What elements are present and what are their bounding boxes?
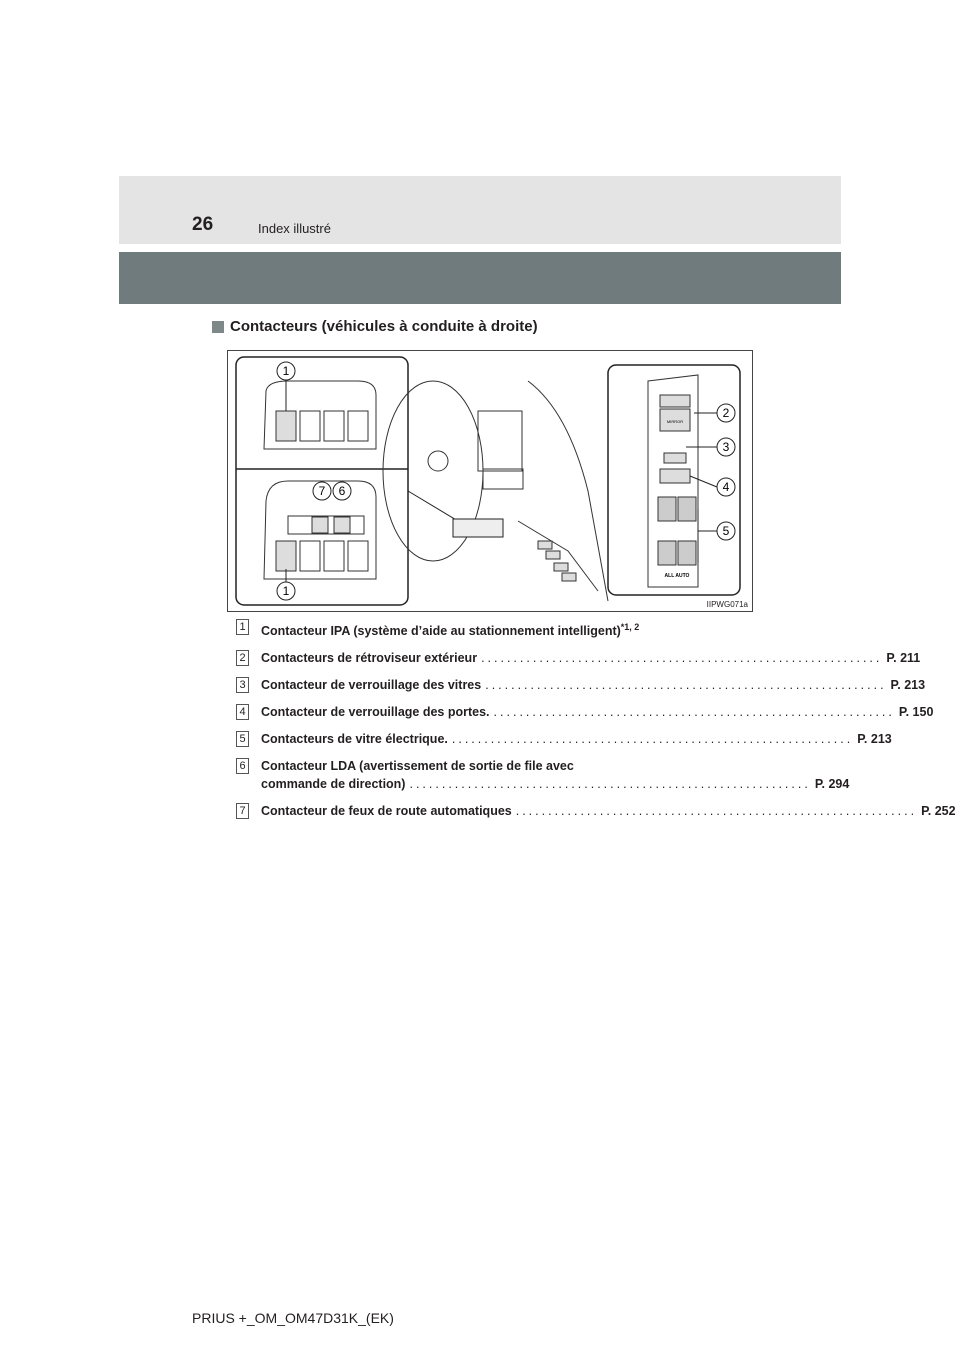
list-item bbox=[236, 618, 724, 640]
item-label-line1: Contacteur LDA (avertissement de sortie de file avec bbox=[261, 759, 574, 774]
page-ref[interactable]: P. 252 bbox=[921, 804, 956, 819]
figure-code: IIPWG071a bbox=[706, 600, 748, 609]
footnote-ref: *1, 2 bbox=[620, 622, 640, 632]
item-label: commande de direction) bbox=[261, 777, 406, 792]
item-number: 1 bbox=[236, 619, 249, 635]
item-label: Contacteurs de vitre électrique. bbox=[261, 732, 448, 747]
item-label: Contacteur de verrouillage des portes. bbox=[261, 705, 490, 720]
list-item: 7 Contacteur de feux de route automatiques .............................................................. P. 252 bbox=[236, 802, 724, 820]
section-title: Index illustré bbox=[258, 221, 331, 236]
item-label: Contacteur de verrouillage des vitres bbox=[261, 678, 482, 693]
item-number: 2 bbox=[236, 650, 249, 666]
sub-heading-text: Contacteurs (véhicules à conduite à droite) bbox=[230, 318, 538, 335]
dashboard-drawing bbox=[228, 351, 752, 611]
bullet-square-icon bbox=[212, 321, 224, 333]
list-item: 4 Contacteur de verrouillage des portes. .............................................................. P. 150 bbox=[236, 703, 724, 721]
callout-5: 5 bbox=[722, 524, 730, 538]
all-auto-label: ALL AUTO bbox=[664, 573, 690, 579]
item-label: Contacteurs de rétroviseur extérieur bbox=[261, 651, 478, 666]
callout-1-bottom: 1 bbox=[282, 584, 290, 598]
list-item: 5 Contacteurs de vitre électrique. .............................................................. P. 213 bbox=[236, 730, 724, 748]
list-item: 2 Contacteurs de rétroviseur extérieur .............................................................. P. 211 bbox=[236, 649, 724, 667]
page-ref[interactable]: P. 294 bbox=[814, 777, 850, 792]
title-band bbox=[119, 252, 841, 304]
callout-6: 6 bbox=[338, 484, 346, 498]
page-ref[interactable]: P. 213 bbox=[857, 732, 892, 747]
list-item: 3 Contacteur de verrouillage des vitres .............................................................. P. 213 bbox=[236, 676, 724, 694]
header-band bbox=[119, 176, 841, 244]
callout-3: 3 bbox=[722, 440, 730, 454]
item-label: Contacteur de feux de route automatiques bbox=[261, 804, 512, 819]
item-number: 5 bbox=[236, 731, 249, 747]
page-ref[interactable]: P. 150 bbox=[898, 705, 934, 720]
item-number: 4 bbox=[236, 704, 249, 720]
callout-7: 7 bbox=[318, 484, 326, 498]
switches-illustration bbox=[227, 350, 753, 612]
item-number: 7 bbox=[236, 803, 249, 819]
mirror-label: MIRROR bbox=[666, 419, 684, 424]
callout-1-top: 1 bbox=[282, 364, 290, 378]
footer-doc-code: PRIUS +_OM_OM47D31K_(EK) bbox=[192, 1310, 394, 1326]
item-label: Contacteur IPA (système d’aide au stationnement intelligent) bbox=[261, 624, 621, 639]
sub-heading bbox=[212, 318, 538, 335]
page-ref[interactable]: P. 213 bbox=[890, 678, 926, 693]
page-number: 26 bbox=[192, 214, 214, 235]
item-number: 3 bbox=[236, 677, 249, 693]
legend-list bbox=[236, 618, 956, 829]
list-item: 6 Contacteur LDA (avertissement de sortie de file avec commande de direction) .............................................................. P. 294 bbox=[236, 757, 724, 793]
page-ref[interactable]: P. 211 bbox=[886, 651, 921, 666]
callout-4: 4 bbox=[722, 480, 730, 494]
item-number: 6 bbox=[236, 758, 249, 774]
callout-2: 2 bbox=[722, 406, 730, 420]
